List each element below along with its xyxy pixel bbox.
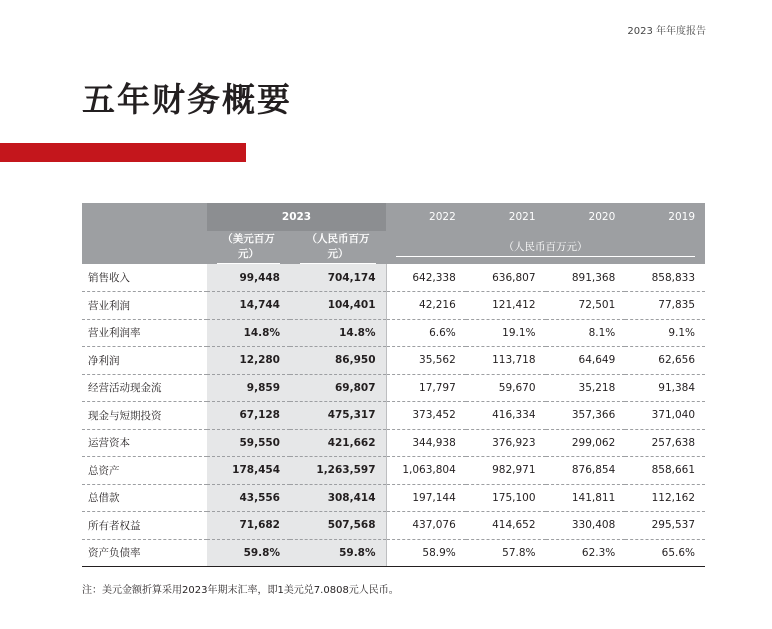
cell-2020: 357,366	[546, 402, 626, 430]
cell-2022: 17,797	[386, 374, 466, 402]
row-label: 销售收入	[82, 264, 207, 292]
cell-rmb: 86,950	[290, 347, 386, 375]
cell-2021: 982,971	[466, 457, 546, 485]
header-blank-2	[82, 231, 207, 264]
cell-usd: 59.8%	[207, 539, 290, 567]
cell-2020: 891,368	[546, 264, 626, 292]
cell-usd: 178,454	[207, 457, 290, 485]
report-label: 2023 年年度报告	[627, 26, 706, 37]
cell-2021: 121,412	[466, 292, 546, 320]
table-row	[82, 429, 705, 457]
unit-other-label: （人民币百万元）	[396, 239, 695, 257]
cell-rmb: 507,568	[290, 512, 386, 540]
table-row	[82, 539, 705, 567]
page-title: 五年财务概要	[82, 80, 292, 119]
cell-usd: 14,744	[207, 292, 290, 320]
header-blank	[82, 203, 207, 231]
table-row	[82, 402, 705, 430]
cell-usd: 71,682	[207, 512, 290, 540]
header-unit-usd	[207, 231, 290, 264]
table-row	[82, 292, 705, 320]
cell-rmb: 421,662	[290, 429, 386, 457]
cell-2021: 175,100	[466, 484, 546, 512]
cell-2019: 62,656	[625, 347, 705, 375]
row-label: 营业利润率	[82, 319, 207, 347]
footnote: 注：美元金额折算采用2023年期末汇率，即1美元兑7.0808元人民币。	[82, 585, 399, 596]
row-label: 资产负债率	[82, 539, 207, 567]
cell-2019: 112,162	[625, 484, 705, 512]
cell-2022: 1,063,804	[386, 457, 466, 485]
cell-2021: 416,334	[466, 402, 546, 430]
cell-2020: 299,062	[546, 429, 626, 457]
cell-2020: 72,501	[546, 292, 626, 320]
red-accent-bar	[0, 143, 246, 162]
cell-usd: 43,556	[207, 484, 290, 512]
header-row-units	[82, 231, 705, 264]
table-row	[82, 347, 705, 375]
cell-2021: 113,718	[466, 347, 546, 375]
cell-2022: 58.9%	[386, 539, 466, 567]
cell-2022: 197,144	[386, 484, 466, 512]
row-label: 所有者权益	[82, 512, 207, 540]
cell-2022: 437,076	[386, 512, 466, 540]
cell-2022: 642,338	[386, 264, 466, 292]
header-year-2022: 2022	[386, 203, 466, 231]
cell-2019: 91,384	[625, 374, 705, 402]
cell-2021: 19.1%	[466, 319, 546, 347]
cell-2020: 35,218	[546, 374, 626, 402]
cell-rmb: 475,317	[290, 402, 386, 430]
cell-2019: 65.6%	[625, 539, 705, 567]
cell-2019: 371,040	[625, 402, 705, 430]
cell-2019: 9.1%	[625, 319, 705, 347]
header-year-2021: 2021	[466, 203, 546, 231]
cell-2019: 77,835	[625, 292, 705, 320]
cell-2020: 62.3%	[546, 539, 626, 567]
cell-rmb: 704,174	[290, 264, 386, 292]
header-unit-rmb	[290, 231, 386, 264]
table-row	[82, 264, 705, 292]
cell-2022: 42,216	[386, 292, 466, 320]
cell-2020: 141,811	[546, 484, 626, 512]
cell-2019: 295,537	[625, 512, 705, 540]
row-label: 总资产	[82, 457, 207, 485]
cell-2021: 376,923	[466, 429, 546, 457]
cell-2022: 373,452	[386, 402, 466, 430]
cell-rmb: 308,414	[290, 484, 386, 512]
table-row	[82, 457, 705, 485]
cell-usd: 67,128	[207, 402, 290, 430]
unit-rmb-label: （人民币百万元）	[300, 231, 376, 264]
cell-usd: 59,550	[207, 429, 290, 457]
cell-usd: 12,280	[207, 347, 290, 375]
unit-usd-label: （美元百万元）	[217, 231, 280, 264]
row-label: 净利润	[82, 347, 207, 375]
header-row-years	[82, 203, 705, 231]
cell-usd: 14.8%	[207, 319, 290, 347]
cell-2019: 858,833	[625, 264, 705, 292]
table-row	[82, 319, 705, 347]
cell-rmb: 69,807	[290, 374, 386, 402]
cell-2020: 64,649	[546, 347, 626, 375]
header-unit-other	[386, 231, 705, 264]
financial-summary-table	[82, 203, 705, 567]
row-label: 营业利润	[82, 292, 207, 320]
cell-rmb: 104,401	[290, 292, 386, 320]
table-row	[82, 484, 705, 512]
cell-2022: 35,562	[386, 347, 466, 375]
cell-rmb: 59.8%	[290, 539, 386, 567]
cell-2021: 414,652	[466, 512, 546, 540]
header-year-2019: 2019	[625, 203, 705, 231]
cell-2022: 6.6%	[386, 319, 466, 347]
cell-2021: 636,807	[466, 264, 546, 292]
cell-2022: 344,938	[386, 429, 466, 457]
cell-2020: 330,408	[546, 512, 626, 540]
header-year-2023: 2023	[207, 203, 386, 231]
cell-2021: 57.8%	[466, 539, 546, 567]
cell-usd: 9,859	[207, 374, 290, 402]
table-row	[82, 374, 705, 402]
cell-2020: 876,854	[546, 457, 626, 485]
header-year-2020: 2020	[546, 203, 626, 231]
cell-2020: 8.1%	[546, 319, 626, 347]
cell-2019: 257,638	[625, 429, 705, 457]
row-label: 运营资本	[82, 429, 207, 457]
cell-2021: 59,670	[466, 374, 546, 402]
cell-rmb: 14.8%	[290, 319, 386, 347]
cell-rmb: 1,263,597	[290, 457, 386, 485]
row-label: 总借款	[82, 484, 207, 512]
row-label: 经营活动现金流	[82, 374, 207, 402]
table-row	[82, 512, 705, 540]
cell-usd: 99,448	[207, 264, 290, 292]
row-label: 现金与短期投资	[82, 402, 207, 430]
cell-2019: 858,661	[625, 457, 705, 485]
